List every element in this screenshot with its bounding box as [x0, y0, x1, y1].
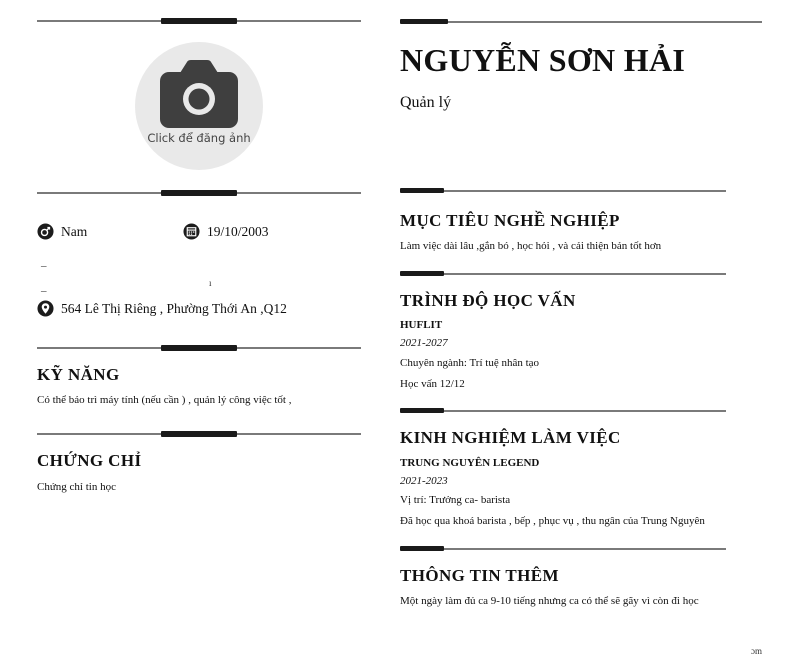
divider-education: [400, 273, 726, 275]
divider-certificates: [37, 433, 361, 435]
extra-title: THÔNG TIN THÊM: [400, 566, 559, 585]
divider-objective: [400, 190, 726, 192]
divider-info-left: [37, 192, 361, 194]
corner-mark: ɔm: [751, 646, 762, 656]
education-major: Chuyên ngành: Trí tuệ nhân tạo: [400, 357, 540, 369]
avatar-upload[interactable]: [135, 42, 263, 170]
skills-title: KỸ NĂNG: [37, 365, 120, 384]
calendar-icon: [183, 223, 200, 240]
extra-text: Một ngày làm đủ ca 9-10 tiếng nhưng ca có thể sẽ gãy vì còn đi học: [400, 595, 699, 607]
gender-icon: [37, 223, 54, 240]
placeholder-dash: _: [41, 256, 47, 268]
experience-company: TRUNG NGUYÊN LEGEND: [400, 457, 540, 469]
education-title: TRÌNH ĐỘ HỌC VẤN: [400, 291, 576, 310]
location-pin-icon: [37, 300, 54, 317]
divider-top-left: [37, 20, 361, 22]
camera-icon: [160, 60, 238, 128]
certificates-title: CHỨNG CHỈ: [37, 451, 142, 470]
divider-skills: [37, 347, 361, 349]
divider-top-right: [400, 21, 762, 23]
candidate-name: NGUYỄN SƠN HẢI: [400, 42, 686, 78]
birthdate-row: [183, 223, 269, 240]
placeholder-mark: ı: [209, 278, 212, 288]
skills-text: Có thể bảo trì máy tính (nếu cần ) , quản lý công việc tốt ,: [37, 394, 292, 406]
gender-row: [37, 223, 87, 240]
address-value: 564 Lê Thị Riêng , Phường Thới An ,Q12: [61, 300, 287, 316]
experience-period: 2021-2023: [400, 475, 448, 487]
education-level: Học vấn 12/12: [400, 378, 465, 390]
education-school: HUFLIT: [400, 319, 443, 331]
experience-description: Đã học qua khoá barista , bếp , phục vụ , thu ngân của Trung Nguyên: [400, 515, 705, 527]
divider-experience: [400, 410, 726, 412]
candidate-role: Quản lý: [400, 94, 452, 111]
experience-title: KINH NGHIỆM LÀM VIỆC: [400, 428, 621, 447]
divider-extra: [400, 548, 726, 550]
avatar-caption: Click để đăng ảnh: [147, 131, 251, 145]
placeholder-dash: _: [41, 281, 47, 293]
objective-text: Làm việc dài lâu ,gắn bó , học hỏi , và cải thiện bản tốt hơn: [400, 240, 662, 252]
gender-value: Nam: [61, 223, 88, 239]
address-row: [37, 300, 287, 317]
experience-position: Vị trí: Trưởng ca- barista: [400, 494, 511, 506]
objective-title: MỤC TIÊU NGHỀ NGHIỆP: [400, 211, 620, 230]
certificates-text: Chứng chỉ tin học: [37, 481, 116, 493]
education-period: 2021-2027: [400, 337, 448, 349]
birthdate-value: 19/10/2003: [207, 223, 269, 239]
